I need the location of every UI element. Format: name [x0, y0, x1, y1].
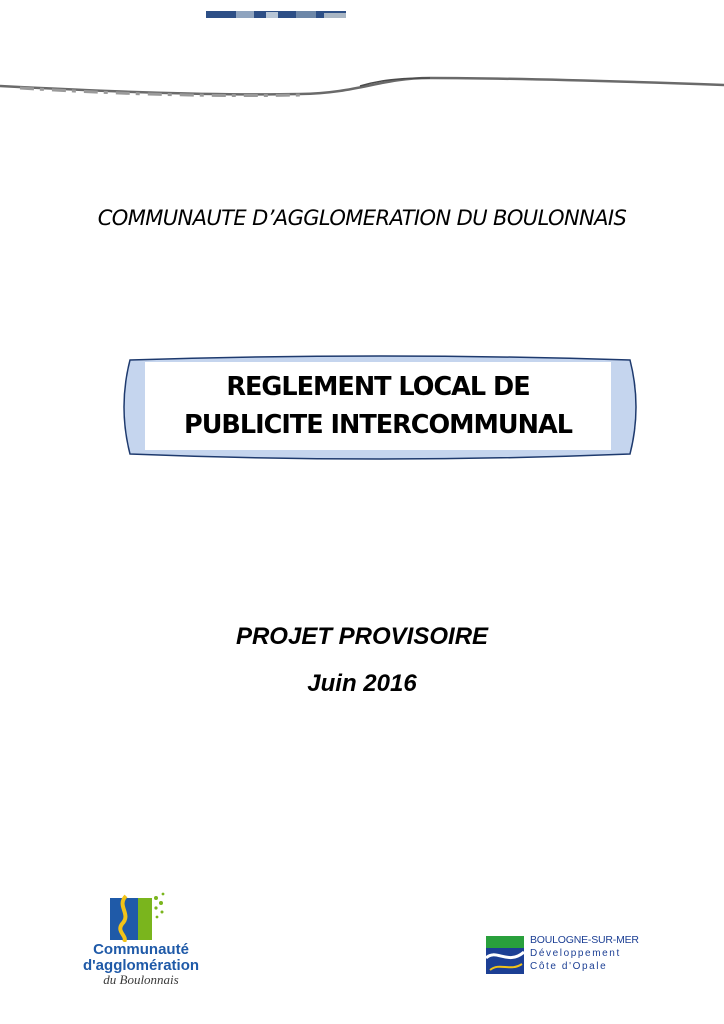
cab-logo [76, 892, 206, 988]
header-decorative-curve [0, 72, 724, 104]
header-photo-strip [206, 11, 346, 18]
document-title [145, 362, 611, 450]
organization-title: COMMUNAUTE D’AGGLOMERATION DU BOULONNAIS [97, 206, 627, 230]
cab-logo-line-3: du Boulonnais [103, 972, 179, 987]
title-line-2: PUBLICITE INTERCOMMUNAL [184, 410, 572, 440]
cab-logo-line-1: Communauté [93, 941, 189, 958]
bsm-emblem-icon [486, 936, 524, 974]
bsm-logo-line-2: Développement [530, 948, 621, 959]
bsm-logo-line-1: BOULOGNE-SUR-MER [530, 934, 639, 946]
bsm-logo [486, 934, 646, 974]
bsm-text-block [530, 934, 646, 973]
cab-emblem-icon [108, 892, 166, 942]
document-date: Juin 2016 [307, 670, 417, 697]
document-status: PROJET PROVISOIRE [235, 623, 489, 650]
title-line-1: REGLEMENT LOCAL DE [226, 372, 530, 402]
bsm-logo-line-3: Côte d'Opale [530, 961, 608, 972]
cab-logo-line-2: d'agglomération [82, 957, 200, 974]
